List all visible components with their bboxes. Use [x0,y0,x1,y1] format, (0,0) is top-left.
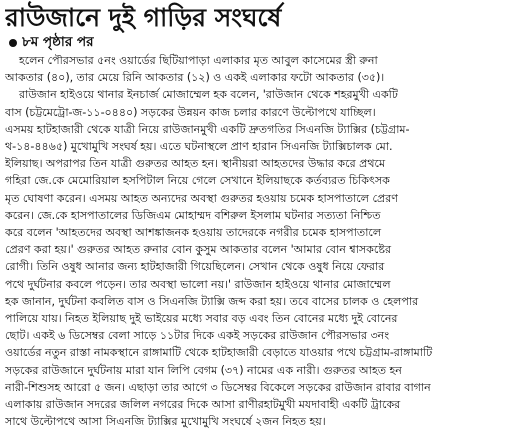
article-body [5,52,509,430]
body-line: করেন। জে.কে হাসপাতালের ডিজিএম মোহাম্মদ বশিরুল ইসলাম ঘটনার সত্যতা নিশ্চিত [5,208,381,222]
body-line: পথে দুর্ঘটনার কবলে পড়েন। তার অবস্থা ভালো নয়।' রাউজান হাইওয়ে থানার মোজাম্মেল [5,277,391,291]
body-line: সাথে উল্টোপথে আসা সিএনজি ট্যাক্সির মুখোমুখি সংঘর্ষে ২জন নিহত হয়। [5,415,326,429]
continuation-note [5,34,509,51]
bullet-icon [9,39,17,47]
body-line: প্রেরণ করা হয়।' গুরুতর আহত রুনার বোন কুসুম আকতার বলেন 'আমার বোন শ্বাসকষ্টের [5,243,392,257]
body-line: হক জানান, দুর্ঘটনা কবলিত বাস ও সিএনজি ট্যাক্সি জব্দ করা হয়। তবে বাসের চালক ও হেলপার [5,294,419,308]
body-line: রাউজান হাইওয়ে থানার ইনচার্জ মোজাম্মেল হক বলেন, 'রাউজান থেকে শহরমুখী একটি [19,88,398,102]
body-line: এলাকায় রাউজান সদরের জলিল নগরের দিকে আসা রাণীরহাটমুখী মযদাবাহী একটি ট্রাকের [5,398,401,412]
body-line: হলেন পৌরসভার ৫নং ওয়ার্ডের ছিটিয়াপাড়া এলাকার মৃত আবুল কাসেমের স্ত্রী রুনা [19,54,378,67]
body-line: থ-১৪-৪৪৬৫) মুখোমুখি সংঘর্ষ হয়। এতে ঘটনাস্থলে প্রাণ হারান সিএনজি ট্যাক্সিচালক মো. [5,140,393,154]
continued-from-label: ৮ম পৃষ্ঠার পর [22,34,94,50]
body-line: নারী-শিশুসহ আরো ৫ জন। এছাড়া তার আগে ৩ ডিসেম্বর বিকেলে সড়কের রাউজান রাবার বাগান [5,380,431,394]
body-line: বাস (চট্টমেট্রো-জ-১১-০৪৪০) সড়কের উন্নয়ন কাজ চলার কারণে উল্টোপথে যাচ্ছিল। [5,105,376,119]
body-line: সড়কের রাউজানে দুর্ঘটনায় মারা যান লিপি বেগম (৩৭) নামের এক নারী। গুরুতর আহত হন [5,363,402,377]
body-line: ইলিয়াছ। অপরাপর তিন যাত্রী গুরুতর আহত হন। স্থানীয়রা আহতদের উদ্ধার করে প্রথমে [5,157,386,171]
body-line: ছোট। একই ৬ ডিসেম্বর বেলা সাড়ে ১১টার দিকে একই সড়কের রাউজান পৌরসভার ৩নং [5,329,390,343]
body-line: রোগী। তিনি ওষুধ আনার জন্য হাটহাজারী গিয়েছিলেন। সেখান থেকে ওষুধ নিয়ে ফেরার [5,260,385,274]
body-line: পালিয়ে যায়। নিহত ইলিয়াছ দুই ভাইয়ের মধ্যে সবার বড় এবং তিন বোনের মধ্যে দুই বোনের [5,312,398,326]
body-line: ওয়ার্ডের নতুন রাস্তা নামকস্থানে রাঙ্গামাটি থেকে হাটহাজারী বেড়াতে যাওয়ার পথে চট্টগ্রাম-রাঙ্গামাটি [5,346,433,360]
body-line: মৃত ঘোষণা করেন। এসময় আহত অন্যদের অবস্থা গুরুতর হওয়ায় চমেক হাসপাতালে প্রেরণ [5,191,398,205]
article-headline: রাউজানে দুই গাড়ির সংঘর্ষে [5,3,282,32]
body-line: করে বলেন 'আহতদের অবস্থা আশঙ্কাজনক হওয়ায় তাদেরকে নগরীর চমেক হাসপাতালে [5,226,382,240]
body-line: এসময় হাটহাজারী থেকে যাত্রী নিয়ে রাউজানমুখী একটি দ্রুতগতির সিএনজি ট্যাক্সির (চট্টগ্রাম- [5,122,410,136]
body-line: গহিরা জে.কে মেমোরিয়াল হসপিটাল নিয়ে গেলে সেখানে ইলিয়াছকে কর্তব্যরত চিকিৎসক [5,174,390,188]
body-line: আকতার (৪০), তার মেয়ে রিনি আকতার (১২) ও একই এলাকার ফটো আকতার (৩৫)। [5,71,385,85]
